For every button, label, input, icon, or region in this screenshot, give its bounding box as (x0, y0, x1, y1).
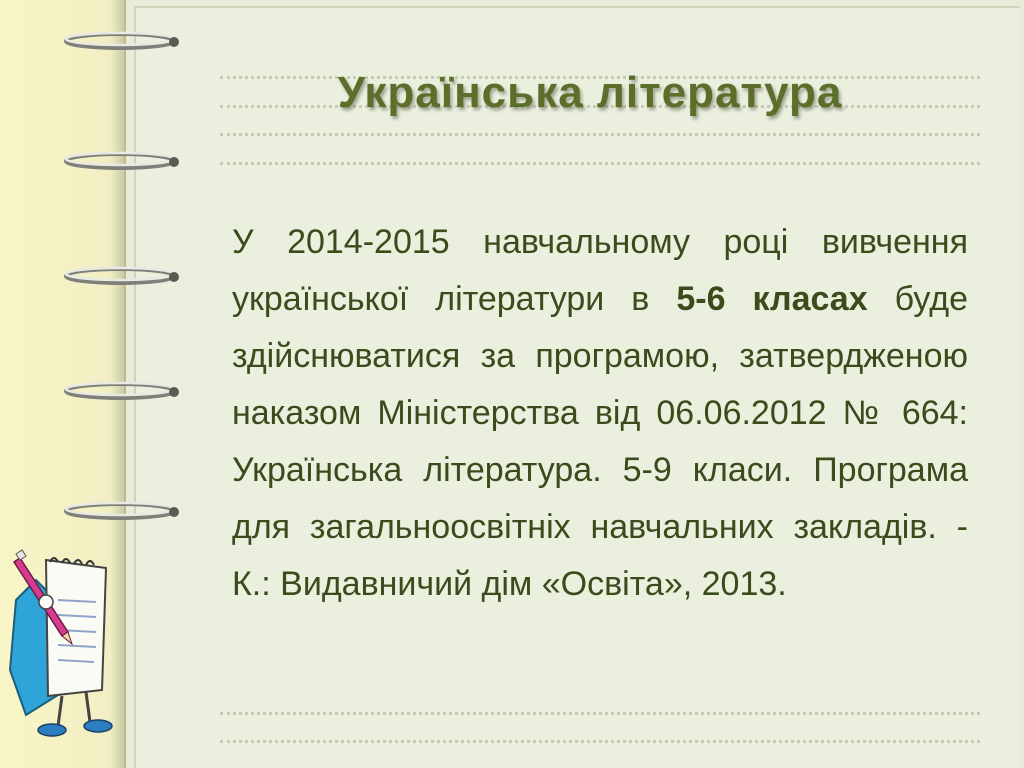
notepad-pencil-mascot-icon (6, 540, 136, 740)
ruled-line (220, 712, 980, 715)
binder-ring-icon (62, 150, 184, 172)
paragraph-text: У 2014-2015 навчальному році вивчення української літератури в (232, 223, 968, 318)
binder-ring-icon (62, 30, 184, 52)
slide-title: Українська література (337, 68, 843, 117)
binder-ring-icon (62, 500, 184, 522)
body-paragraph (232, 214, 968, 613)
ruled-line (220, 162, 980, 165)
binder-ring-icon (62, 265, 184, 287)
ruled-line (220, 740, 980, 743)
paragraph-text: буде здійснюватися за програмою, затвердженою наказом Міністерства від 06.06.2012 № 664: Українська література. 5-9 класи. Програма для загальноосвітніх навчальних закладів. - К.: Видавничий дім «Освіта», 2013. (232, 280, 969, 603)
paragraph-bold-text: 5-6 класах (676, 280, 868, 318)
ruled-line (220, 133, 980, 136)
binder-ring-icon (62, 380, 184, 402)
